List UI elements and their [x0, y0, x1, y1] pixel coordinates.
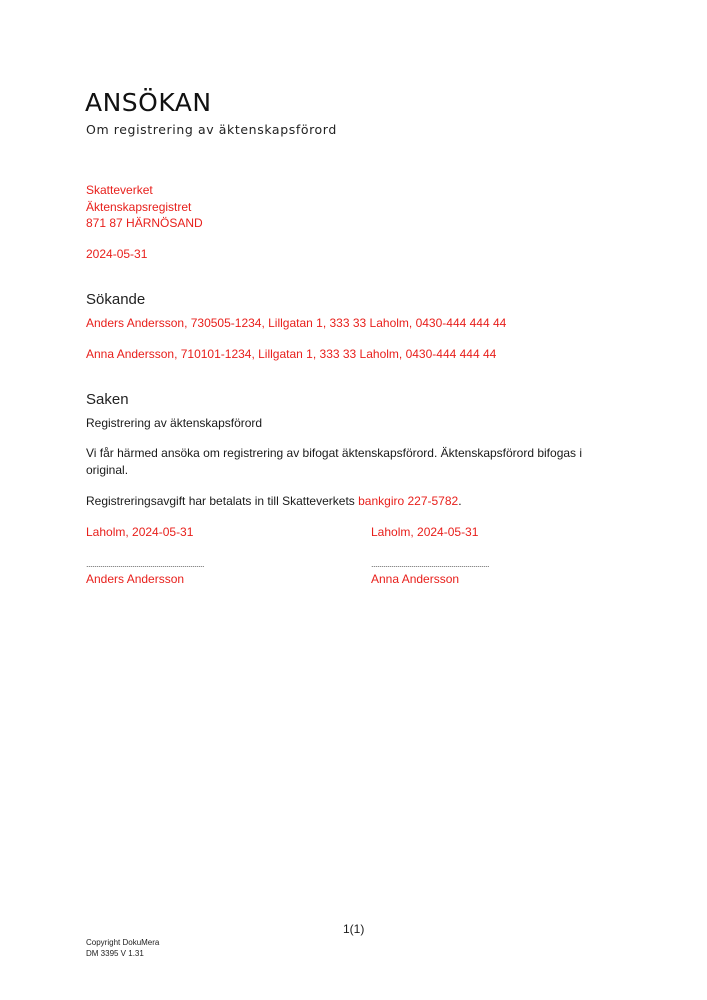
page-number: 1(1): [343, 922, 365, 936]
matter-body: Vi får härmed ansöka om registrering av bifogat äktenskapsförord. Äktenskapsförord bifogas i original.: [86, 446, 583, 477]
signature-place-date: Laholm, 2024-05-31: [371, 525, 479, 539]
signature-name: Anders Andersson: [86, 572, 185, 586]
recipient-line-2: Äktenskapsregistret: [86, 200, 192, 214]
footer-copyright: Copyright DokuMera: [86, 938, 160, 947]
matter-heading: Saken: [86, 391, 129, 408]
document-date: 2024-05-31: [86, 247, 148, 261]
fee-paragraph: [86, 493, 462, 510]
page-title: ANSÖKAN: [85, 88, 212, 117]
footer-version: DM 3395 V 1.31: [86, 949, 144, 958]
bankgiro-reference: bankgiro 227-5782: [358, 494, 459, 508]
recipient-line-1: Skatteverket: [86, 183, 153, 197]
applicant-1: Anders Andersson, 730505-1234, Lillgatan 1, 333 33 Laholm, 0430-444 444 44: [86, 316, 507, 330]
matter-subject: Registrering av äktenskapsförord: [86, 416, 263, 430]
fee-end: .: [458, 494, 462, 508]
recipient-line-3: 871 87 HÄRNÖSAND: [86, 216, 203, 230]
signature-line: ...........................................................: [371, 559, 490, 569]
signature-name: Anna Andersson: [371, 572, 460, 586]
fee-text: Registreringsavgift har betalats in till Skatteverkets: [86, 494, 359, 508]
page-subtitle: Om registrering av äktenskapsförord: [86, 122, 337, 137]
signature-place-date: Laholm, 2024-05-31: [86, 525, 194, 539]
applicants-heading: Sökande: [86, 291, 146, 308]
signature-line: ...........................................................: [86, 559, 205, 569]
applicant-2: Anna Andersson, 710101-1234, Lillgatan 1, 333 33 Laholm, 0430-444 444 44: [86, 347, 497, 361]
